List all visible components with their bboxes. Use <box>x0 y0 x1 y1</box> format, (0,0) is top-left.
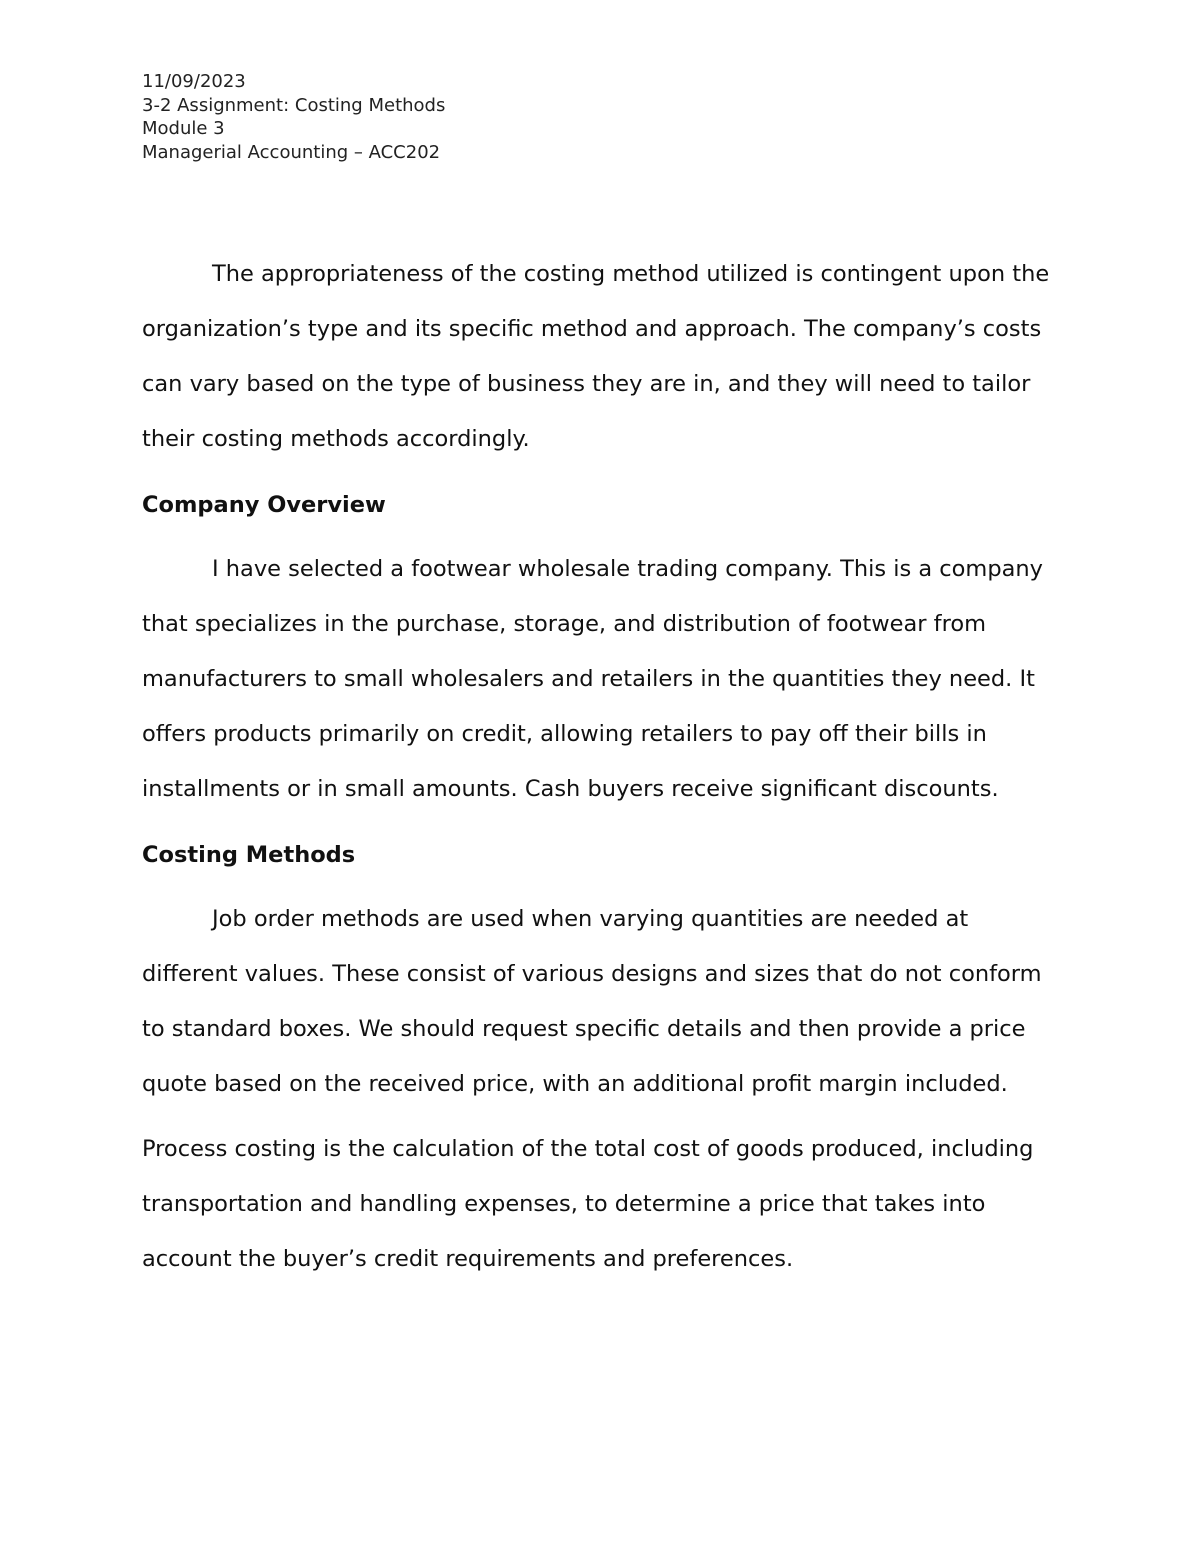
paragraph-spacer <box>142 1112 1062 1122</box>
job-order-paragraph: Job order methods are used when varying quantities are needed at different values. These consist of various designs and sizes that do not conform to standard boxes. We should request specific details and then provide a price quote based on the received price, with an additional profit margin included. <box>142 906 1042 1097</box>
intro-paragraph: The appropriateness of the costing method utilized is contingent upon the organization’s type and its specific method and approach. The company’s costs can vary based on the type of business they are in, and they will need to tailor their costing methods accordingly. <box>142 261 1050 452</box>
header-date: 11/09/2023 <box>142 71 246 92</box>
header-module: Module 3 <box>142 118 225 139</box>
costing-methods-heading: Costing Methods <box>142 842 356 868</box>
header-assignment-title: 3-2 Assignment: Costing Methods <box>142 94 446 116</box>
company-overview-paragraph: I have selected a footwear wholesale trading company. This is a company that specializes in the purchase, storage, and distribution of footwear from manufacturers to small wholesalers and retailers in the quantities they need. It offers products primarily on credit, allowing retailers to pay off their bills in installments or in small amounts. Cash buyers receive significant discounts. <box>142 556 1043 802</box>
document-body <box>142 247 1062 1287</box>
document-header <box>142 70 445 164</box>
process-costing-paragraph: Process costing is the calculation of the total cost of goods produced, including transportation and handling expenses, to determine a price that takes into account the buyer’s credit requirements and preferences. <box>142 1136 1034 1272</box>
header-course: Managerial Accounting – ACC202 <box>142 141 441 163</box>
company-overview-heading: Company Overview <box>142 492 386 518</box>
